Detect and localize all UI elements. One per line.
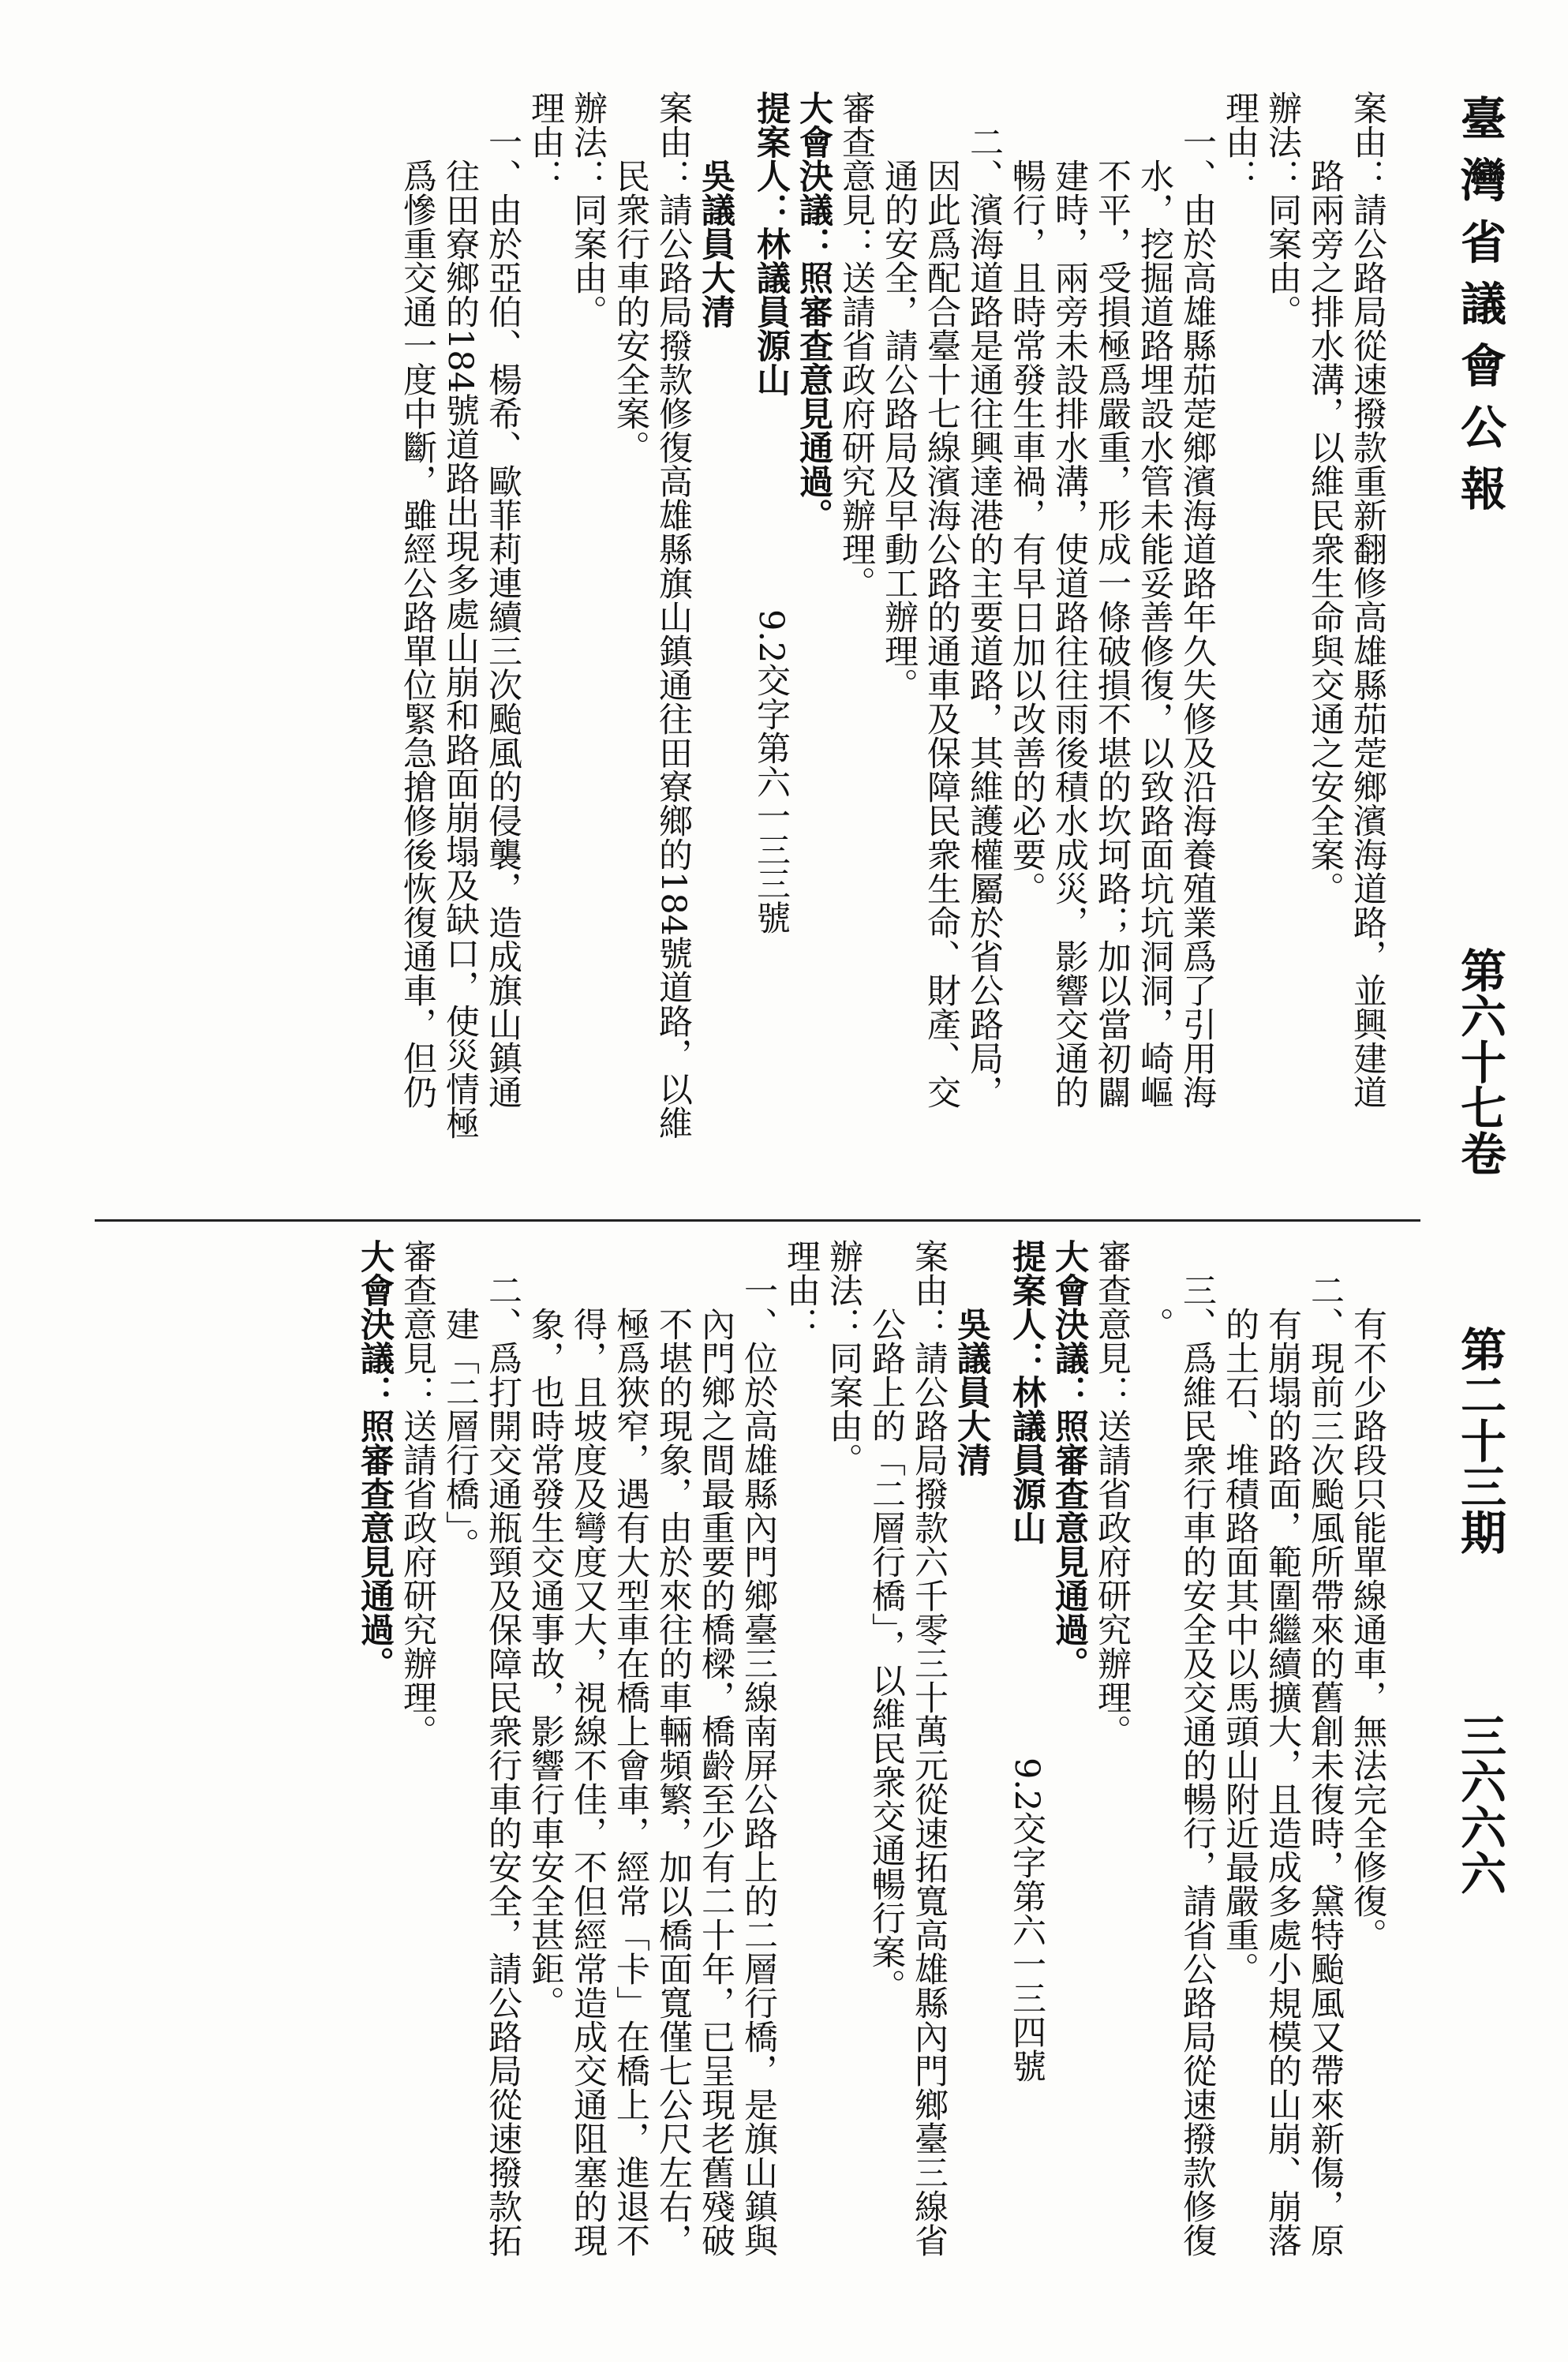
text-line: 不堪的現象，由於來往的車輛頻繁，加以橋面寬僅七公尺左右， bbox=[653, 1307, 693, 2257]
text-line: 辦法：同案由。 bbox=[568, 91, 608, 328]
text-line: 通的安全，請公路局及早動工辦理。 bbox=[879, 159, 919, 702]
review-opinion: 審查意見：送請省政府研究辦理。 bbox=[398, 1239, 437, 1748]
text-line: 二、爲打開交通瓶頸及保障民衆行車的安全，請公路局從速撥款拓 bbox=[483, 1273, 522, 2257]
text-line: 的土石、堆積路面其中以馬頭山附近最嚴重。 bbox=[1220, 1307, 1259, 1986]
text-line: 理由： bbox=[1220, 91, 1259, 193]
issue-number: 第二十三期 bbox=[1453, 1326, 1506, 1555]
proposer-label: 提案人： bbox=[1007, 1239, 1046, 1375]
assembly-resolution: 大會決議：照審查意見通過。 bbox=[794, 91, 833, 532]
document-number: 9.2交字第六一三三號 bbox=[751, 609, 791, 935]
text-line: 公路上的「二層行橋」，以維民衆交通暢行案。 bbox=[866, 1307, 906, 2003]
text-line: 三、爲維民衆行車的安全及交通的暢行，請省公路局從速撥款修復 bbox=[1177, 1273, 1217, 2257]
bottom-section bbox=[118, 1239, 1389, 2289]
text-line: 極爲狹窄，遇有大型車在橋上會車，經常「卡」在橋上，進退不 bbox=[611, 1307, 650, 2257]
document-number: 9.2交字第六一三四號 bbox=[1007, 1757, 1046, 2083]
text-line: 路兩旁之排水溝，以維民衆生命與交通之安全案。 bbox=[1305, 159, 1345, 905]
proposer-name: 吳議員大清 bbox=[952, 1307, 991, 1477]
text-line: 一、由於高雄縣茄萣鄉濱海道路年久失修及沿海養殖業爲了引用海 bbox=[1177, 125, 1217, 1109]
text-line: 有崩塌的路面，範圍繼續擴大，且造成多處小規模的山崩、崩落 bbox=[1263, 1307, 1302, 2257]
text-line: 一、位於高雄縣內門鄉臺三線南屏公路上的二層行橋，是旗山鎮與 bbox=[739, 1273, 778, 2257]
proposer-name: 林議員源山 bbox=[751, 226, 791, 396]
text-line: 民衆行車的安全案。 bbox=[611, 159, 650, 464]
proposer-line-2 bbox=[950, 1239, 993, 2356]
proposer-label: 提案人： bbox=[751, 91, 791, 226]
section-divider bbox=[95, 1219, 1420, 1222]
text-line: 案由：請公路局撥款六千零三十萬元從速拓寬高雄縣內門鄉臺三線省 bbox=[909, 1239, 949, 2257]
page-number: 三六六六 bbox=[1453, 1713, 1506, 1896]
text-line: 辦法：同案由。 bbox=[1263, 91, 1302, 328]
text-line: 象，也時常發生交通事故，影響行車安全甚鉅。 bbox=[526, 1307, 565, 2019]
text-line: 往田寮鄉的184號道路出現多處山崩和路面崩塌及缺口，使災情極 bbox=[440, 159, 480, 1140]
volume-number: 第六十七卷 bbox=[1453, 947, 1506, 1176]
text-line: 一、由於亞伯、楊希、歐菲莉連續三次颱風的侵襲，造成旗山鎮通 bbox=[483, 125, 522, 1109]
page-header bbox=[1452, 95, 1507, 1926]
text-line: 因此爲配合臺十七線濱海公路的通車及保障民衆生命、財產、交 bbox=[922, 159, 961, 1109]
text-line: 內門鄉之間最重要的橋樑，橋齡至少有二十年，已呈現老舊殘破 bbox=[696, 1307, 735, 2257]
text-line: 理由： bbox=[781, 1239, 821, 1341]
text-line: 水，挖掘道路埋設水管未能妥善修復，以致路面坑坑洞洞，崎嶇 bbox=[1135, 159, 1174, 1109]
text-line: 有不少路段只能單線通車，無法完全修復。 bbox=[1348, 1307, 1387, 1952]
text-line: 辦法：同案由。 bbox=[824, 1239, 863, 1477]
text-line: 。 bbox=[1135, 1307, 1174, 1341]
text-line: 二、現前三次颱風所帶來的舊創未復時，黛特颱風又帶來新傷，原 bbox=[1305, 1273, 1345, 2257]
text-line: 二、濱海道路是通往興達港的主要道路，其維護權屬於省公路局， bbox=[964, 125, 1004, 1109]
proposer-line bbox=[737, 91, 792, 1207]
top-section bbox=[118, 91, 1389, 1207]
text-line: 案由：請公路局從速撥款重新翻修高雄縣茄萣鄉濱海道路，並興建道 bbox=[1348, 91, 1387, 1109]
review-opinion: 審查意見：送請省政府研究辦理。 bbox=[836, 91, 876, 600]
text-line: 建時，兩旁未設排水溝，使道路往往雨後積水成災，影響交通的 bbox=[1050, 159, 1089, 1109]
review-opinion: 審查意見：送請省政府研究辦理。 bbox=[1092, 1239, 1132, 1748]
proposer-name: 吳議員大清 bbox=[696, 159, 735, 328]
publication-title: 臺 灣 省 議 會 公 報 bbox=[1453, 95, 1506, 511]
text-line: 建「二層行橋」。 bbox=[440, 1307, 480, 1562]
proposer-line-2 bbox=[694, 91, 737, 1275]
text-line: 爲慘重交通一度中斷，雖經公路單位緊急搶修後恢復通車，但仍 bbox=[398, 159, 437, 1109]
proposer-name: 林議員源山 bbox=[1007, 1375, 1046, 1544]
assembly-resolution: 大會決議：照審查意見通過。 bbox=[355, 1239, 395, 1680]
text-line: 案由：請公路局撥款修復高雄縣旗山鎮通往田寮鄉的184號道路，以維 bbox=[653, 91, 693, 1140]
text-line: 不平，受損極爲嚴重，形成一條破損不堪的坎坷路；加以當初闢 bbox=[1092, 159, 1132, 1109]
text-line: 理由： bbox=[526, 91, 565, 193]
text-line: 得，且坡度及彎度又大，視線不佳，不但經常造成交通阻塞的現 bbox=[568, 1307, 608, 2257]
assembly-resolution: 大會決議：照審查意見通過。 bbox=[1050, 1239, 1089, 1680]
proposer-line bbox=[993, 1239, 1048, 2289]
text-line: 暢行，且時常發生車禍，有早日加以改善的必要。 bbox=[1007, 159, 1046, 905]
